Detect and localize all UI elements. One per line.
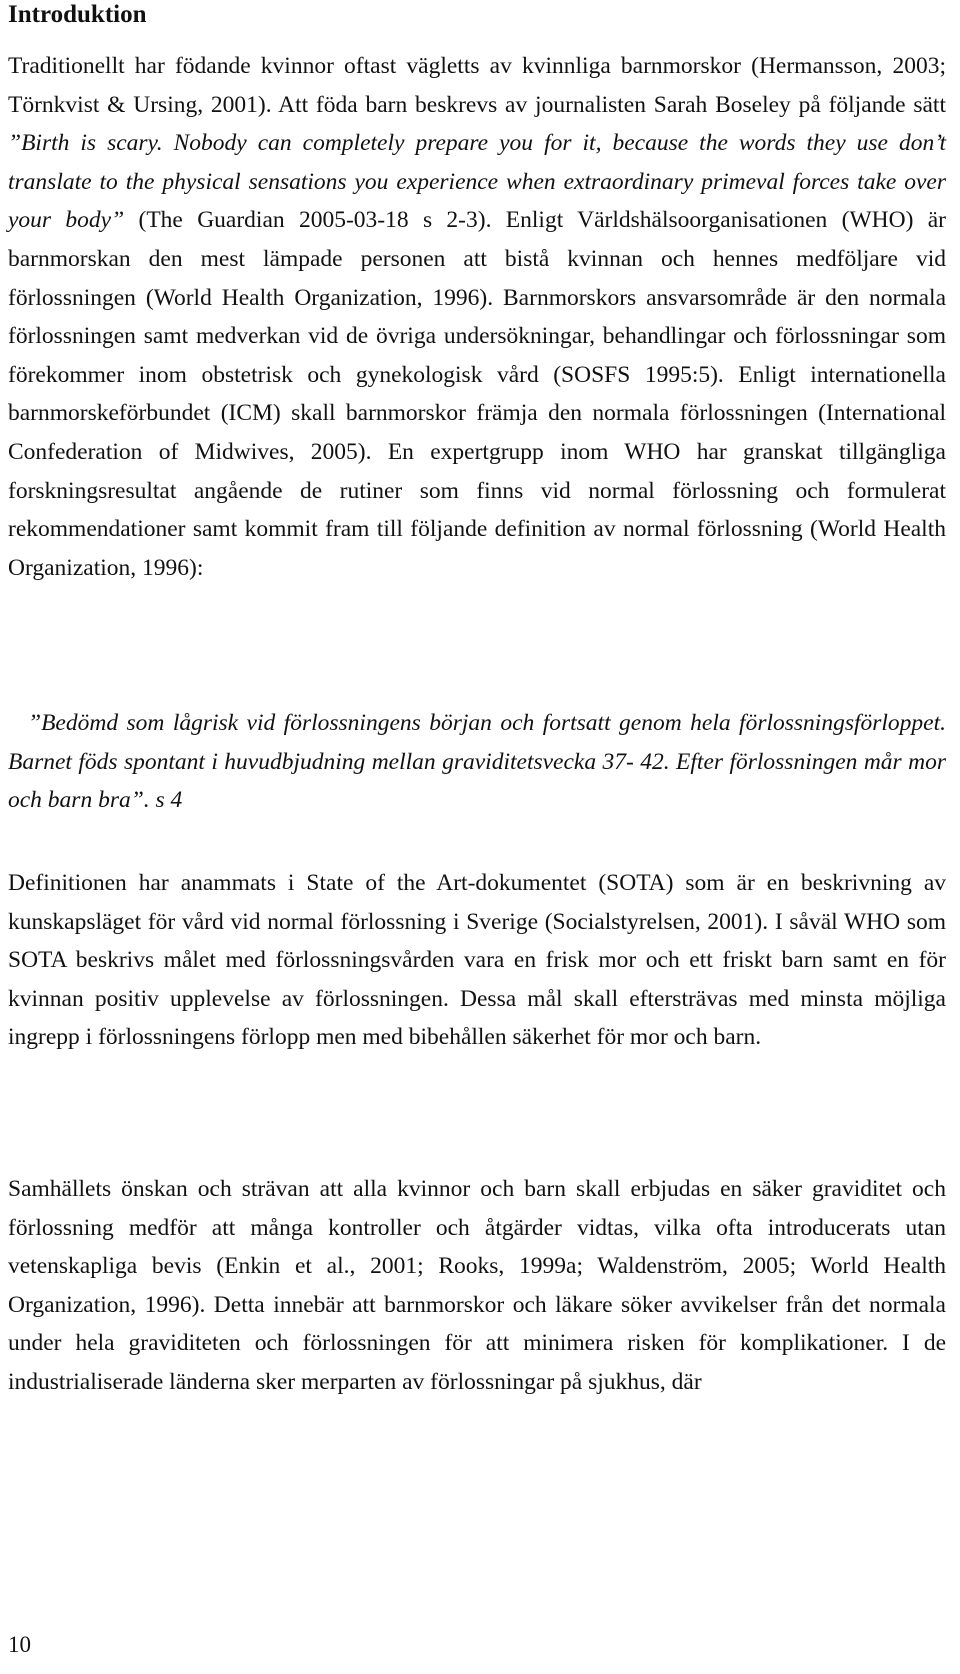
intro-paragraph	[8, 47, 946, 587]
boseley-quote: ”Birth is scary. Nobody can completely prepare you for it, because the words they use don’t translate to the physical sensations you experience when extraordinary primeval forces take over your body”	[8, 130, 946, 234]
page-number: 10	[8, 1632, 31, 1657]
intro-text-part2: (The Guardian 2005-03-18 s 2-3). Enligt Världshälsoorganisationen (WHO) är barnmorskan den mest lämpade personen att bistå kvinnan och hennes medföljare vid förlossningen (World Health Organization, 1996). Barnmorskors ansvarsområde är den normala förlossningen samt medverkan vid de övriga undersökningar, behandlingar och förlossningar som förekommer inom obstetrisk och gynekologisk vård (SOSFS 1995:5). Enligt internationella barnmorskeförbundet (ICM) skall barnmorskor främja den normala förlossningen (International Confederation of Midwives, 2005). En expertgrupp inom WHO har granskat tillgängliga forskningsresultat angående de rutiner som finns vid normal förlossning och formulerat rekommendationer samt kommit fram till följande definition av normal förlossning (World Health Organization, 1996):	[8, 207, 947, 581]
section-heading: Introduktion	[8, 1, 147, 28]
sota-paragraph: Definitionen har anammats i State of the Art-dokumentet (SOTA) som är en beskrivning av kunskapsläget för vård vid normal förlossning i Sverige (Socialstyrelsen, 2001). I såväl WHO som SOTA beskrivs målet med förlossningsvården vara en frisk mor och ett friskt barn samt en för kvinnan positiv upplevelse av förlossningen. Dessa mål skall eftersträvas med minsta möjliga ingrepp i förlossningens förlopp men med bibehållen säkerhet för mor och barn.	[8, 870, 946, 1051]
definition-quote	[8, 704, 946, 820]
intro-text-part1: Traditionellt har födande kvinnor oftast vägletts av kvinnliga barnmorskor (Hermansson, 2003; Törnkvist & Ursing, 2001). Att föda barn beskrevs av journalisten Sarah Boseley på följande sätt	[8, 53, 946, 118]
society-paragraph: Samhällets önskan och strävan att alla kvinnor och barn skall erbjudas en säker graviditet och förlossning medför att många kontroller och åtgärder vidtas, vilka ofta introducerats utan vetenskapliga bevis (Enkin et al., 2001; Rooks, 1999a; Waldenström, 2005; World Health Organization, 1996). Detta innebär att barnmorskor och läkare söker avvikelser från det normala under hela graviditeten och förlossningen för att minimera risken för komplikationer. I de industrialiserade länderna sker merparten av förlossningar på sjukhus, där	[8, 1176, 946, 1395]
definition-quote-text: ”Bedömd som lågrisk vid förlossningens början och fortsatt genom hela förlossningsförloppet. Barnet föds spontant i huvudbjudning mellan graviditetsvecka 37- 42. Efter förlossningen mår mor och barn bra”. s 4	[8, 710, 946, 814]
